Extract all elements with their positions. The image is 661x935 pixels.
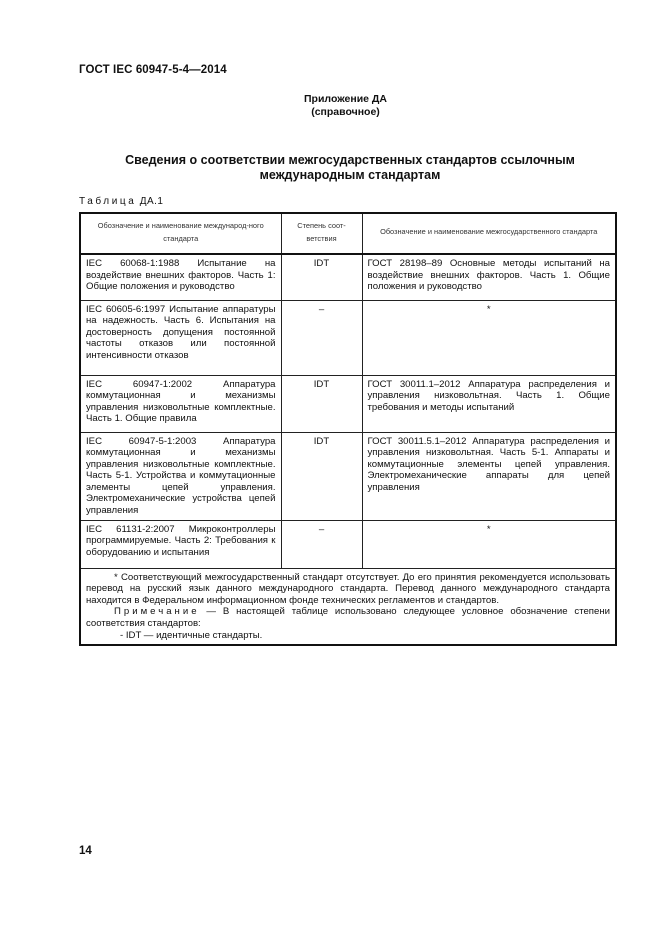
cell-international: IEC 60947-1:2002 Аппаратура коммутационная и механизмы управления низковольтные комплектные. Часть 1. Общие правила (80, 375, 281, 432)
cell-degree: IDT (281, 375, 362, 432)
cell-interstate: ГОСТ 28198–89 Основные методы испытаний на воздействие внешних факторов. Часть 1. Общие положения и руководство (362, 254, 616, 300)
table-row (80, 375, 616, 432)
note-item: - IDT — идентичные стандарты. (120, 629, 263, 641)
table-row (80, 254, 616, 300)
footnote-text: * Соответствующий межгосударственный стандарт отсутствует. До его принятия рекомендуется использовать перевод на русский язык данного международного стандарта. Перевод данного международного стандарта находится в Федеральном информационном фонде технических регламентов и стандартов. (86, 571, 610, 606)
cell-degree: – (281, 300, 362, 375)
table-notes (80, 568, 616, 645)
cell-interstate: ГОСТ 30011.1–2012 Аппаратура распределения и управления низковольтная. Часть 1. Общие требования и методы испытаний (362, 375, 616, 432)
table-notes-row (80, 568, 616, 645)
cell-degree: IDT (281, 254, 362, 300)
correspondence-table (79, 212, 617, 646)
page-title (90, 153, 610, 183)
appendix-heading (0, 93, 661, 119)
table-caption (79, 196, 164, 207)
note-paragraph (86, 606, 610, 629)
header-degree: Степень соот-ветствия (281, 213, 362, 254)
appendix-title: Приложение ДА (304, 93, 387, 105)
cell-international: IEC 60068-1:1988 Испытание на воздействие внешних факторов. Часть 1: Общие положения и руководство (80, 254, 281, 300)
header-interstate-standard: Обозначение и наименование межгосударственного стандарта (362, 213, 616, 254)
page-number: 14 (79, 845, 92, 857)
cell-interstate: * (362, 300, 616, 375)
page-title-line-2: международным стандартам (259, 168, 441, 182)
cell-degree: – (281, 520, 362, 568)
cell-interstate: * (362, 520, 616, 568)
note-text: — В настоящей таблице использовано следующее условное обозначение степени соответствия стандартов: (86, 606, 610, 630)
table-caption-prefix: Таблица (79, 196, 137, 207)
table-row (80, 432, 616, 520)
document-code: ГОСТ IEC 60947-5-4—2014 (79, 64, 227, 76)
table-header-row (80, 213, 616, 254)
appendix-subtitle: (справочное) (311, 106, 380, 118)
page-title-line-1: Сведения о соответствии межгосударственных стандартов ссылочным (125, 153, 575, 167)
cell-interstate: ГОСТ 30011.5.1–2012 Аппаратура распределения и управления низковольтная. Часть 5-1. Аппараты и коммутационные элементы цепей управления. Электромеханические аппараты для цепей управления (362, 432, 616, 520)
table-row (80, 520, 616, 568)
note-label: Примечание (114, 606, 200, 618)
table-row (80, 300, 616, 375)
cell-international: IEC 60605-6:1997 Испытание аппаратуры на надежность. Часть 6. Испытания на достоверность допущения постоянной частоты отказов или постоянной интенсивности отказов (80, 300, 281, 375)
header-international-standard: Обозначение и наименование международ-ного стандарта (80, 213, 281, 254)
cell-degree: IDT (281, 432, 362, 520)
table-caption-number: ДА.1 (139, 196, 164, 207)
cell-international: IEC 61131-2:2007 Микроконтроллеры программируемые. Часть 2: Требования к оборудованию и испытания (80, 520, 281, 568)
cell-international: IEC 60947-5-1:2003 Аппаратура коммутационная и механизмы управления низковольтные комплектные. Часть 5-1. Устройства и коммутационные элементы цепей управления. Электромеханические устройства цепей управления (80, 432, 281, 520)
